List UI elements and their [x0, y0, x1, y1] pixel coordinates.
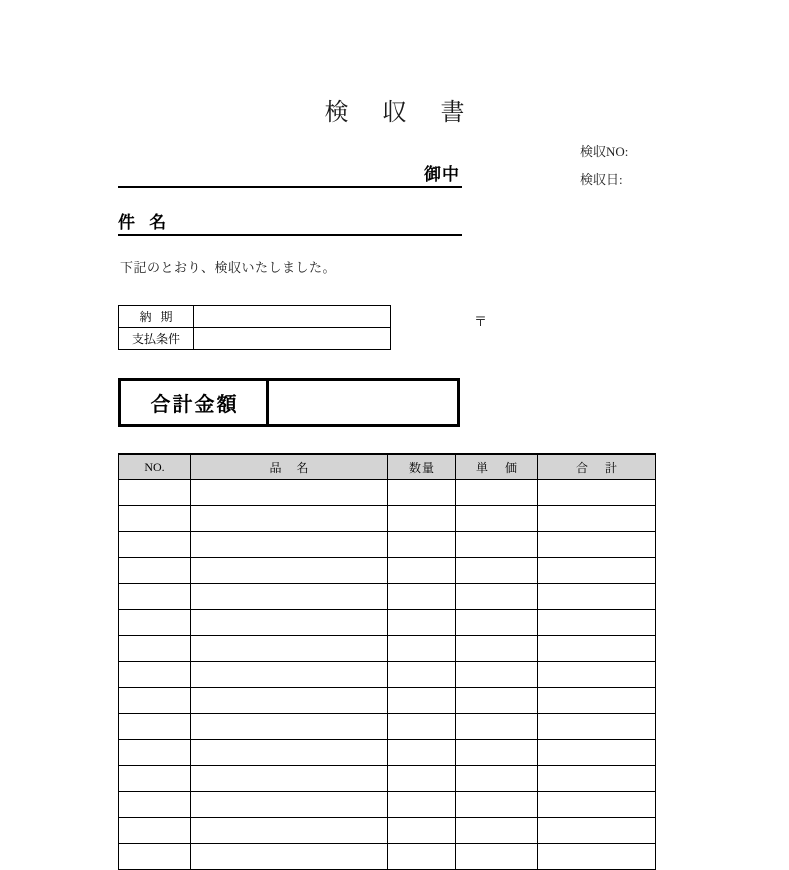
delivery-date-label: 納 期	[119, 306, 194, 328]
table-row	[119, 766, 656, 792]
items-table-body	[119, 480, 656, 870]
table-row	[119, 480, 656, 506]
cell-quantity[interactable]	[388, 688, 456, 714]
cell-unit-price[interactable]	[456, 844, 538, 870]
cell-item-name[interactable]	[191, 532, 388, 558]
cell-quantity[interactable]	[388, 584, 456, 610]
cell-unit-price[interactable]	[456, 688, 538, 714]
column-header-unit-price: 単 価	[456, 454, 538, 480]
table-row	[119, 792, 656, 818]
table-row	[119, 662, 656, 688]
column-header-item-name: 品 名	[191, 454, 388, 480]
page-title: 検 収 書	[324, 100, 479, 126]
cell-item-name[interactable]	[191, 844, 388, 870]
cell-quantity[interactable]	[388, 818, 456, 844]
cell-no[interactable]	[119, 740, 191, 766]
subject-label: 件 名	[118, 213, 172, 232]
cell-no[interactable]	[119, 480, 191, 506]
cell-no[interactable]	[119, 766, 191, 792]
cell-quantity[interactable]	[388, 532, 456, 558]
cell-no[interactable]	[119, 688, 191, 714]
cell-no[interactable]	[119, 584, 191, 610]
cell-amount[interactable]	[538, 480, 656, 506]
table-row	[119, 740, 656, 766]
cell-no[interactable]	[119, 636, 191, 662]
cell-quantity[interactable]	[388, 766, 456, 792]
acceptance-no-row[interactable]: 検収NO:	[580, 144, 629, 159]
cell-item-name[interactable]	[191, 636, 388, 662]
cell-item-name[interactable]	[191, 558, 388, 584]
cell-amount[interactable]	[538, 610, 656, 636]
cell-unit-price[interactable]	[456, 662, 538, 688]
total-amount-box	[118, 378, 460, 427]
cell-quantity[interactable]	[388, 740, 456, 766]
cell-amount[interactable]	[538, 818, 656, 844]
cell-quantity[interactable]	[388, 480, 456, 506]
cell-no[interactable]	[119, 506, 191, 532]
cell-unit-price[interactable]	[456, 792, 538, 818]
table-row	[119, 306, 391, 328]
cell-quantity[interactable]	[388, 662, 456, 688]
cell-item-name[interactable]	[191, 818, 388, 844]
cell-item-name[interactable]	[191, 792, 388, 818]
cell-item-name[interactable]	[191, 740, 388, 766]
postal-mark-icon: 〒	[474, 314, 488, 329]
cell-no[interactable]	[119, 532, 191, 558]
cell-amount[interactable]	[538, 636, 656, 662]
cell-unit-price[interactable]	[456, 584, 538, 610]
column-header-amount: 合 計	[538, 454, 656, 480]
cell-item-name[interactable]	[191, 688, 388, 714]
cell-item-name[interactable]	[191, 662, 388, 688]
subject-line[interactable]	[118, 206, 462, 236]
cell-quantity[interactable]	[388, 558, 456, 584]
cell-amount[interactable]	[538, 688, 656, 714]
cell-unit-price[interactable]	[456, 558, 538, 584]
cell-unit-price[interactable]	[456, 636, 538, 662]
acceptance-note: 下記のとおり、検収いたしました。	[120, 260, 337, 275]
cell-no[interactable]	[119, 714, 191, 740]
payment-terms-value[interactable]	[194, 328, 391, 350]
table-row	[119, 328, 391, 350]
payment-terms-label: 支払条件	[119, 328, 194, 350]
cell-quantity[interactable]	[388, 714, 456, 740]
table-row	[119, 610, 656, 636]
table-row	[119, 532, 656, 558]
table-row	[119, 584, 656, 610]
cell-item-name[interactable]	[191, 506, 388, 532]
cell-amount[interactable]	[538, 766, 656, 792]
table-row	[119, 688, 656, 714]
cell-no[interactable]	[119, 844, 191, 870]
cell-no[interactable]	[119, 818, 191, 844]
cell-amount[interactable]	[538, 532, 656, 558]
cell-quantity[interactable]	[388, 636, 456, 662]
cell-quantity[interactable]	[388, 844, 456, 870]
cell-item-name[interactable]	[191, 584, 388, 610]
column-header-no: NO.	[119, 454, 191, 480]
cell-unit-price[interactable]	[456, 714, 538, 740]
total-amount-value[interactable]	[269, 381, 457, 424]
cell-unit-price[interactable]	[456, 818, 538, 844]
cell-quantity[interactable]	[388, 792, 456, 818]
table-row	[119, 636, 656, 662]
cell-amount[interactable]	[538, 558, 656, 584]
cell-no[interactable]	[119, 792, 191, 818]
total-amount-label-cell	[121, 381, 269, 424]
cell-unit-price[interactable]	[456, 480, 538, 506]
cell-unit-price[interactable]	[456, 740, 538, 766]
items-table-header-row	[119, 454, 656, 480]
cell-item-name[interactable]	[191, 610, 388, 636]
cell-amount[interactable]	[538, 506, 656, 532]
column-header-quantity: 数量	[388, 454, 456, 480]
cell-no[interactable]	[119, 610, 191, 636]
cell-quantity[interactable]	[388, 610, 456, 636]
table-row	[119, 506, 656, 532]
delivery-date-value[interactable]	[194, 306, 391, 328]
table-row	[119, 818, 656, 844]
cell-item-name[interactable]	[191, 766, 388, 792]
cell-unit-price[interactable]	[456, 532, 538, 558]
terms-table	[118, 305, 391, 350]
cell-quantity[interactable]	[388, 506, 456, 532]
cell-unit-price[interactable]	[456, 610, 538, 636]
table-row	[119, 714, 656, 740]
cell-amount[interactable]	[538, 792, 656, 818]
cell-no[interactable]	[119, 558, 191, 584]
table-row	[119, 844, 656, 870]
cell-item-name[interactable]	[191, 480, 388, 506]
cell-amount[interactable]	[538, 740, 656, 766]
table-row	[119, 558, 656, 584]
acceptance-meta-block	[580, 138, 770, 194]
cell-amount[interactable]	[538, 844, 656, 870]
cell-unit-price[interactable]	[456, 506, 538, 532]
cell-no[interactable]	[119, 662, 191, 688]
recipient-name-line[interactable]	[118, 158, 462, 188]
cell-amount[interactable]	[538, 584, 656, 610]
cell-item-name[interactable]	[191, 714, 388, 740]
items-table	[118, 453, 656, 870]
acceptance-date-row[interactable]: 検収日:	[580, 172, 623, 187]
cell-unit-price[interactable]	[456, 766, 538, 792]
cell-amount[interactable]	[538, 662, 656, 688]
total-amount-label: 合計金額	[150, 394, 239, 416]
recipient-honorific: 御中	[424, 165, 460, 184]
cell-amount[interactable]	[538, 714, 656, 740]
